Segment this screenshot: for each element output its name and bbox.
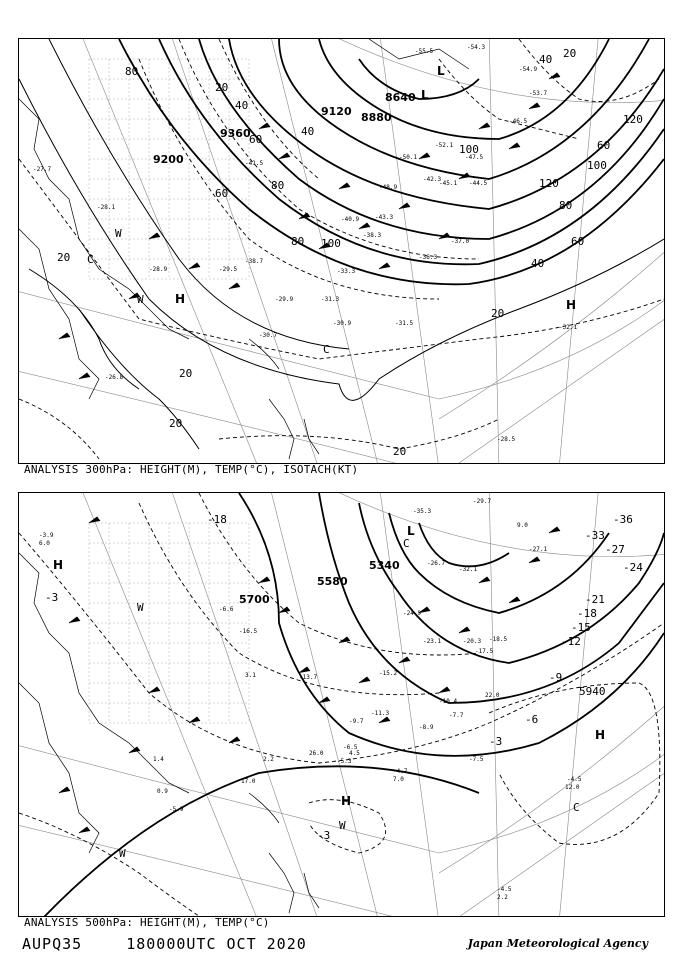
- temperature-contour-label: -3: [317, 829, 331, 842]
- temperature-label: -38.7: [245, 258, 264, 265]
- valid-time: 180000UTC OCT 2020: [126, 935, 307, 953]
- station-value: 22.0: [485, 692, 500, 699]
- cold-symbol: C: [403, 537, 410, 550]
- temperature-contour-labels: [45, 513, 643, 842]
- station-value: -32.1: [459, 566, 478, 573]
- low-pressure-symbol: L: [407, 524, 415, 538]
- temperature-label: -42.3: [423, 176, 442, 183]
- height-label: 8640: [385, 91, 416, 104]
- station-value: -23.1: [423, 638, 442, 645]
- station-value: -26.7: [427, 560, 446, 567]
- cold-symbol: C: [573, 801, 580, 814]
- graticule: [19, 39, 664, 463]
- station-value: 3.1: [245, 672, 256, 679]
- warm-symbol: W: [137, 293, 144, 306]
- temperature-label: -32.1: [559, 324, 578, 331]
- low-pressure-symbol: L: [421, 88, 429, 102]
- station-value: 12.0: [565, 784, 580, 791]
- temperature-contour-label: -24: [623, 561, 643, 574]
- temperature-label: -29.9: [275, 296, 294, 303]
- temperature-contour-label: -3: [489, 735, 503, 748]
- high-pressure-symbol: H: [53, 558, 64, 572]
- temperature-contour-label: -3: [45, 591, 59, 604]
- temperature-contour-label: -21: [585, 593, 605, 606]
- temperature-labels: [33, 44, 577, 443]
- temperature-label: -52.1: [435, 142, 454, 149]
- isotach-label: 80: [125, 65, 139, 78]
- temperature-contour-label: -18: [577, 607, 597, 620]
- isotach-label: 80: [291, 235, 305, 248]
- station-value: -10.4: [439, 698, 458, 705]
- temperature-contour-label: -12: [561, 635, 581, 648]
- station-value: -6.5: [343, 744, 358, 751]
- isotach-label: 20: [169, 417, 183, 430]
- temperature-label: -28.5: [497, 436, 516, 443]
- isotach-label: 40: [301, 125, 315, 138]
- temperature-label: -26.8: [105, 374, 124, 381]
- temperature-label: -41.5: [245, 160, 264, 167]
- temperature-label: -54.9: [519, 66, 538, 73]
- agency-name: Japan Meteorological Agency: [467, 937, 648, 950]
- station-value: -5.3: [337, 758, 352, 765]
- station-value: -20.3: [463, 638, 482, 645]
- caption-500hpa: ANALYSIS 500hPa: HEIGHT(M), TEMP(°C): [24, 916, 270, 929]
- temperature-label: -54.3: [467, 44, 486, 51]
- temperature-label: -43.3: [375, 214, 394, 221]
- temperature-label: -45.1: [439, 180, 458, 187]
- station-value: -4.5: [497, 886, 512, 893]
- analysis-grid: [89, 523, 249, 723]
- temperature-contour-label: -9: [549, 671, 563, 684]
- temperature-label: -53.7: [529, 90, 548, 97]
- station-value: -13.7: [299, 674, 318, 681]
- temperature-contour-label: -36: [613, 513, 633, 526]
- isotach-label: 60: [249, 133, 263, 146]
- isotach-label: 20: [491, 307, 505, 320]
- temperature-label: -46.5: [509, 118, 528, 125]
- height-label: 9120: [321, 105, 352, 118]
- caption-300hpa: ANALYSIS 300hPa: HEIGHT(M), TEMP(°C), ISOTACH(KT): [24, 463, 359, 476]
- isotach-label: 120: [623, 113, 643, 126]
- temperature-contour-label: -15: [571, 621, 591, 634]
- temperature-label: -29.5: [219, 266, 238, 273]
- temperature-label: -36.3: [419, 254, 438, 261]
- temperature-label: -31.5: [395, 320, 414, 327]
- isotach-label: 60: [215, 187, 229, 200]
- temperature-label: -48.9: [379, 184, 398, 191]
- isotach-label: 60: [597, 139, 611, 152]
- cold-symbol: C: [87, 253, 94, 266]
- station-value: 2.2: [263, 756, 274, 763]
- isotach-label: 40: [539, 53, 553, 66]
- isotach-label: 20: [57, 251, 71, 264]
- isotach-label: 80: [559, 199, 573, 212]
- high-pressure-symbol: H: [566, 298, 577, 312]
- station-value: -5.9: [169, 806, 184, 813]
- station-value: -17.5: [475, 648, 494, 655]
- station-value: -15.2: [379, 670, 398, 677]
- temperature-label: -40.9: [341, 216, 360, 223]
- station-value: -24.9: [403, 610, 422, 617]
- station-value: 1.4: [153, 756, 164, 763]
- temperature-label: -28.1: [97, 204, 116, 211]
- isotach-label: 40: [531, 257, 545, 270]
- temperature-label: -44.5: [469, 180, 488, 187]
- temperature-label: -55.5: [415, 48, 434, 55]
- high-pressure-symbol: H: [341, 794, 352, 808]
- high-pressure-symbol: H: [595, 728, 606, 742]
- map-panel-500hpa: [18, 492, 665, 917]
- temperature-label: -38.3: [363, 232, 382, 239]
- station-value: 2.2: [497, 894, 508, 901]
- low-pressure-symbol: L: [437, 64, 445, 78]
- temperature-label: -37.0: [451, 238, 470, 245]
- station-value: -3.9: [39, 532, 54, 539]
- temperature-label: -47.5: [465, 154, 484, 161]
- station-value: -29.7: [473, 498, 492, 505]
- temperature-label: -28.9: [149, 266, 168, 273]
- temperature-contour-label: -27: [605, 543, 625, 556]
- station-value: 26.0: [309, 750, 324, 757]
- height-label: 8880: [361, 111, 392, 124]
- station-value: -8.9: [419, 724, 434, 731]
- map-canvas-300hpa: [19, 39, 664, 463]
- temperature-contour-label: -6: [525, 713, 539, 726]
- product-line: [22, 935, 341, 953]
- temperature-label: -27.7: [33, 166, 52, 173]
- isotach-label: 120: [539, 177, 559, 190]
- height-label: 5700: [239, 593, 270, 606]
- station-value: -7.7: [449, 712, 464, 719]
- warm-symbol: W: [115, 227, 122, 240]
- product-code: AUPQ35: [22, 935, 83, 953]
- isotach-label: 100: [587, 159, 607, 172]
- height-label: 9360: [220, 127, 251, 140]
- temperature-label: -50.1: [399, 154, 418, 161]
- station-value: -4.5: [567, 776, 582, 783]
- temperature-label: -33.3: [337, 268, 356, 275]
- station-value: 9.0: [517, 522, 528, 529]
- station-value: 4.5: [349, 750, 360, 757]
- station-value: 17.0: [241, 778, 256, 785]
- temperature-label: -30.9: [333, 320, 352, 327]
- warm-symbol: W: [119, 847, 126, 860]
- station-value: -6.6: [219, 606, 234, 613]
- isotach-label: 40: [235, 99, 249, 112]
- station-value: -9.7: [349, 718, 364, 725]
- station-value: 7.0: [393, 776, 404, 783]
- station-value: -4.7: [393, 768, 408, 775]
- high-pressure-symbol: H: [175, 292, 186, 306]
- station-value: -35.3: [413, 508, 432, 515]
- temperature-label: -30.7: [259, 332, 278, 339]
- station-value: 6.0: [39, 540, 50, 547]
- height-label: 5580: [317, 575, 348, 588]
- map-canvas-500hpa: [19, 493, 664, 916]
- warm-symbol: W: [137, 601, 144, 614]
- height-label: 9200: [153, 153, 184, 166]
- isotach-label: 20: [393, 445, 407, 458]
- isotach-label: 60: [571, 235, 585, 248]
- height-label: 5340: [369, 559, 400, 572]
- temperature-contour-label: -33: [585, 529, 605, 542]
- cold-symbol: C: [323, 343, 330, 356]
- isotach-label: 80: [271, 179, 285, 192]
- isotach-label: 100: [321, 237, 341, 250]
- temperature-label: -31.3: [321, 296, 340, 303]
- isotach-label: 20: [179, 367, 193, 380]
- station-value: 0.9: [157, 788, 168, 795]
- isotach-label: 100: [459, 143, 479, 156]
- isotach-label: 20: [215, 81, 229, 94]
- station-value: -7.5: [469, 756, 484, 763]
- station-value: -11.3: [371, 710, 390, 717]
- map-panel-300hpa: [18, 38, 665, 464]
- station-value: -16.5: [239, 628, 258, 635]
- warm-symbol: W: [339, 819, 346, 832]
- station-value: -18.5: [489, 636, 508, 643]
- isotach-label: 20: [563, 47, 577, 60]
- temperature-contour-label: -18: [207, 513, 227, 526]
- station-value: -27.1: [529, 546, 548, 553]
- height-label: 5940: [579, 685, 606, 698]
